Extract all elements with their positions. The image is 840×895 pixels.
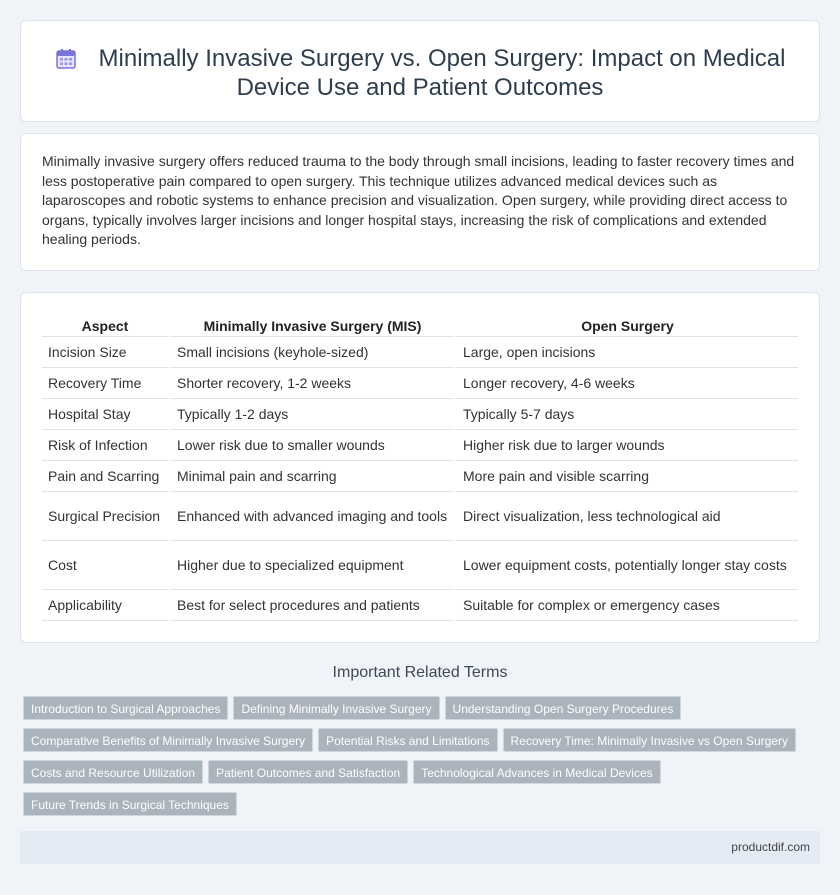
related-term-tag[interactable]: Technological Advances in Medical Devices — [413, 760, 660, 784]
cell-open: Direct visualization, less technological aid — [454, 492, 798, 541]
related-term-tag[interactable]: Recovery Time: Minimally Invasive vs Open Surgery — [503, 728, 796, 752]
footer-site-link[interactable]: productdif.com — [731, 840, 810, 854]
cell-open: Lower equipment costs, potentially longer stay costs — [454, 541, 798, 590]
header-aspect: Aspect — [42, 311, 168, 337]
comparison-card — [20, 292, 820, 643]
related-term-tag[interactable]: Future Trends in Surgical Techniques — [23, 792, 237, 816]
cell-mis: Best for select procedures and patients — [168, 590, 454, 621]
cell-mis: Enhanced with advanced imaging and tools — [168, 492, 454, 541]
related-term-tag[interactable]: Defining Minimally Invasive Surgery — [233, 696, 439, 720]
related-term-tag[interactable]: Potential Risks and Limitations — [318, 728, 497, 752]
cell-aspect: Applicability — [42, 590, 168, 621]
table-header-row — [42, 311, 798, 337]
cell-mis: Small incisions (keyhole-sized) — [168, 337, 454, 368]
cell-open: More pain and visible scarring — [454, 461, 798, 492]
related-term-tag[interactable]: Costs and Resource Utilization — [23, 760, 203, 784]
cell-mis: Typically 1-2 days — [168, 399, 454, 430]
title-card — [20, 20, 820, 122]
cell-open: Higher risk due to larger wounds — [454, 430, 798, 461]
table-row — [42, 541, 798, 590]
cell-mis: Minimal pain and scarring — [168, 461, 454, 492]
cell-aspect: Recovery Time — [42, 368, 168, 399]
cell-aspect: Cost — [42, 541, 168, 590]
related-terms-heading: Important Related Terms — [332, 664, 508, 681]
page-title: Minimally Invasive Surgery vs. Open Surgery: Impact on Medical Device Use and Patient Outcomes — [98, 45, 786, 101]
cell-open: Typically 5-7 days — [454, 399, 798, 430]
header-mis: Minimally Invasive Surgery (MIS) — [168, 311, 454, 337]
intro-card — [20, 133, 820, 271]
table-row — [42, 430, 798, 461]
related-term-tag[interactable]: Introduction to Surgical Approaches — [23, 696, 228, 720]
related-term-tag[interactable]: Patient Outcomes and Satisfaction — [208, 760, 408, 784]
table-row — [42, 368, 798, 399]
related-term-tag[interactable]: Understanding Open Surgery Procedures — [445, 696, 682, 720]
table-row — [42, 399, 798, 430]
related-term-tag[interactable]: Comparative Benefits of Minimally Invasive Surgery — [23, 728, 313, 752]
cell-open: Longer recovery, 4-6 weeks — [454, 368, 798, 399]
cell-aspect: Incision Size — [42, 337, 168, 368]
cell-open: Large, open incisions — [454, 337, 798, 368]
calendar-icon — [55, 48, 77, 70]
intro-text: Minimally invasive surgery offers reduced trauma to the body through small incisions, leading to faster recovery times and less postoperative pain compared to open surgery. This technique utilizes advanced medical devices such as laparoscopes and robotic systems to enhance precision and visualization. Open surgery, while providing direct access to organs, typically involves larger incisions and longer hospital stays, increasing the risk of complications and extended healing periods. — [42, 153, 795, 247]
comparison-table — [42, 311, 798, 621]
cell-aspect: Pain and Scarring — [42, 461, 168, 492]
related-terms-list — [23, 696, 823, 824]
cell-mis: Higher due to specialized equipment — [168, 541, 454, 590]
cell-aspect: Surgical Precision — [42, 492, 168, 541]
header-open: Open Surgery — [454, 311, 798, 337]
table-row — [42, 492, 798, 541]
cell-aspect: Risk of Infection — [42, 430, 168, 461]
cell-aspect: Hospital Stay — [42, 399, 168, 430]
footer — [20, 831, 820, 864]
table-row — [42, 461, 798, 492]
table-row — [42, 337, 798, 368]
cell-mis: Lower risk due to smaller wounds — [168, 430, 454, 461]
cell-open: Suitable for complex or emergency cases — [454, 590, 798, 621]
cell-mis: Shorter recovery, 1-2 weeks — [168, 368, 454, 399]
page-title-wrap — [21, 44, 819, 102]
table-row — [42, 590, 798, 621]
